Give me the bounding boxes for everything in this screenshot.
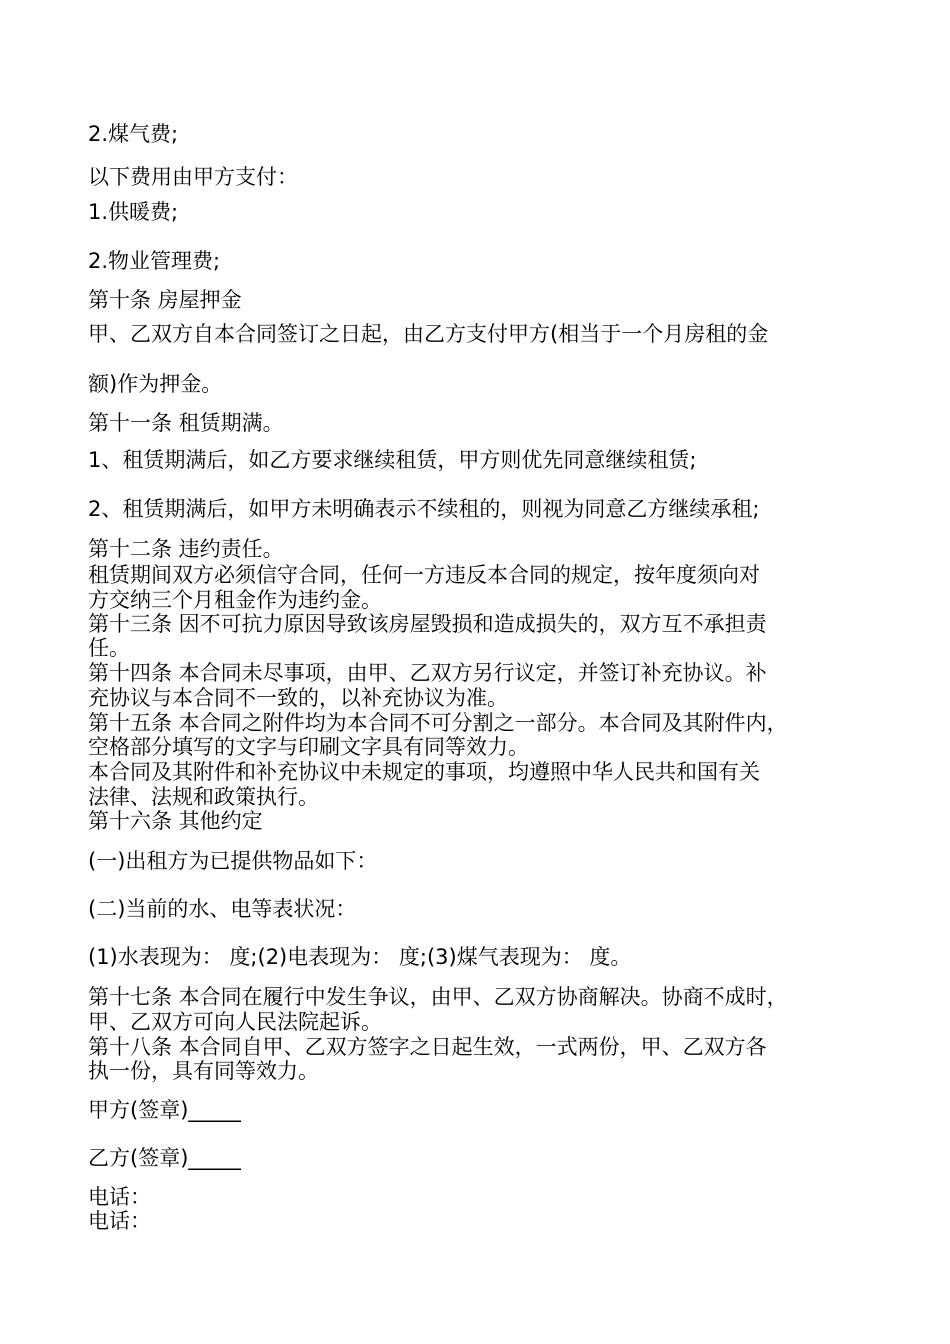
section-heading: 第十六条 其他约定 [88,809,263,833]
text-line: 1、租赁期满后，如乙方要求继续租赁，甲方则优先同意继续租赁; [88,448,697,472]
signature-line-party-a: 甲方(签章)_____ [88,1098,241,1122]
section-heading: 第十八条 本合同自甲、乙双方签字之日起生效，一式两份，甲、乙双方各 [88,1035,767,1059]
text-line: 2.物业管理费; [88,249,221,273]
text-line: 甲、乙双方自本合同签订之日起，由乙方支付甲方(相当于一个月房租的金 [88,322,769,346]
section-heading: 第十四条 本合同未尽事项，由甲、乙双方另行议定，并签订补充协议。补 [88,661,767,685]
text-line: (1)水表现为： 度;(2)电表现为： 度;(3)煤气表现为： 度。 [88,945,632,969]
section-heading: 第十七条 本合同在履行中发生争议，由甲、乙双方协商解决。协商不成时， [88,985,788,1009]
section-heading: 第十条 房屋押金 [88,288,242,312]
section-heading: 第十二条 违约责任。 [88,537,284,561]
text-line: 2.煤气费; [88,122,179,146]
phone-line: 电话： [88,1209,151,1233]
text-line: 租赁期间双方必须信守合同，任何一方违反本合同的规定，按年度须向对 [88,563,760,587]
text-line: 甲、乙双方可向人民法院起诉。 [88,1010,382,1034]
signature-line-party-b: 乙方(签章)_____ [88,1146,241,1170]
section-heading: 第十三条 因不可抗力原因导致该房屋毁损和造成损失的，双方互不承担责 [88,612,767,636]
text-line: (二)当前的水、电等表状况： [88,897,357,921]
text-line: 方交纳三个月租金作为违约金。 [88,588,382,612]
section-heading: 第十五条 本合同之附件均为本合同不可分割之一部分。本合同及其附件内， [88,711,788,735]
phone-line: 电话： [88,1185,151,1209]
text-line: 法律、法规和政策执行。 [88,785,319,809]
section-heading: 第十一条 租赁期满。 [88,411,284,435]
text-line: 执一份，具有同等效力。 [88,1059,319,1083]
text-line: 充协议与本合同不一致的，以补充协议为准。 [88,686,508,710]
text-line: 任。 [88,636,130,660]
text-line: 本合同及其附件和补充协议中未规定的事项，均遵照中华人民共和国有关 [88,760,760,784]
text-line: 以下费用由甲方支付： [88,165,298,189]
text-line: 2、租赁期满后，如甲方未明确表示不续租的，则视为同意乙方继续承租; [88,497,760,521]
text-line: 额)作为押金。 [88,372,223,396]
text-line: (一)出租方为已提供物品如下： [88,849,378,873]
text-line: 空格部分填写的文字与印刷文字具有同等效力。 [88,735,529,759]
text-line: 1.供暖费; [88,200,179,224]
